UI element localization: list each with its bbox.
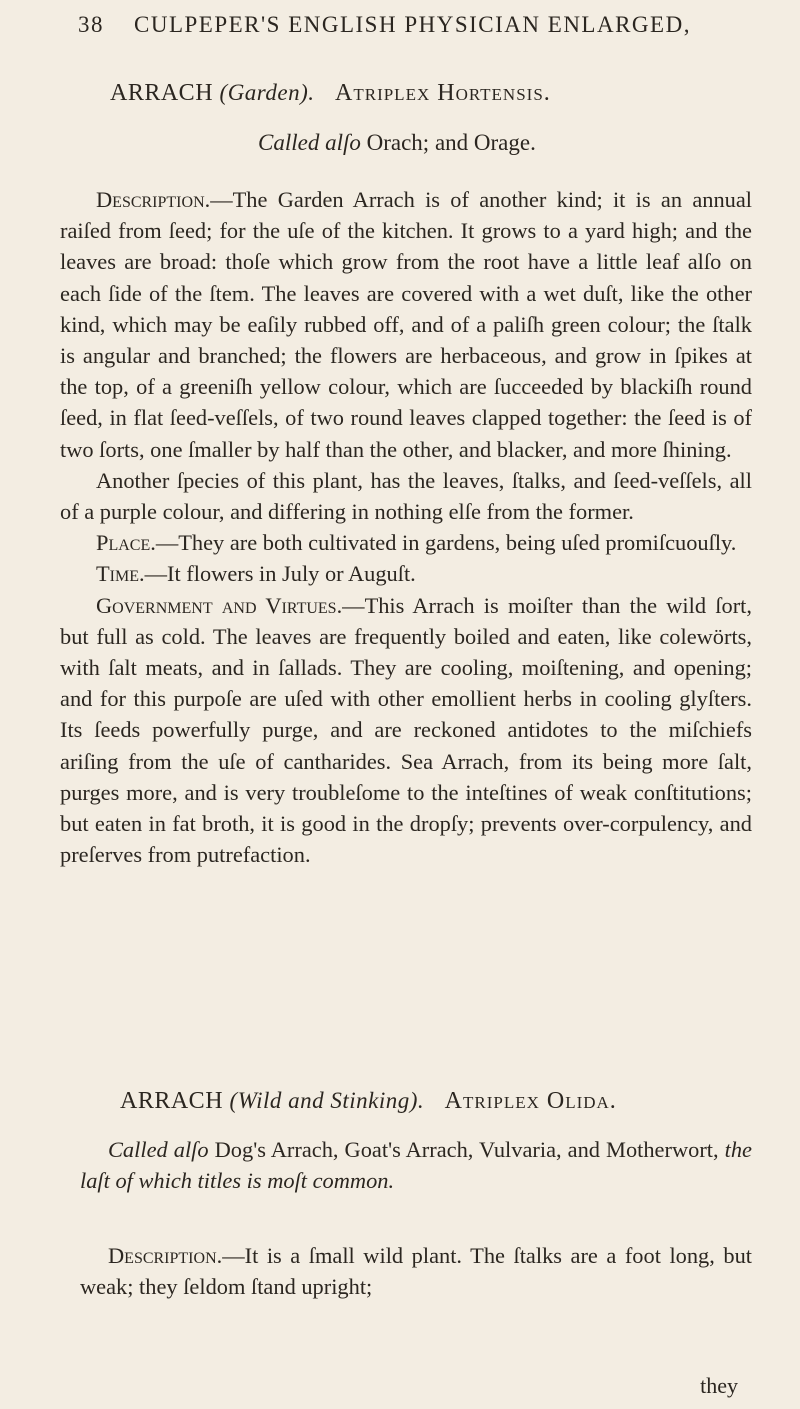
page-number: 38: [78, 12, 104, 37]
entry1-variety: (Garden).: [219, 80, 315, 105]
entry2-description: [80, 1240, 752, 1302]
entry1-place-label: Place.: [96, 530, 156, 556]
running-title: CULPEPER'S ENGLISH PHYSICIAN ENLARGED,: [134, 12, 691, 37]
entry1-time-label: Time.: [96, 561, 145, 587]
entry1-virtues-label: Government and Virtues.: [96, 592, 343, 618]
entry1-time: [60, 558, 752, 589]
entry2-called-suffix: the laſt of which titles is moſt common.: [80, 1137, 752, 1194]
entry1-species: [60, 465, 752, 527]
entry1-place-text: —They are both cultivated in gardens, being uſed promiſcuouſly.: [155, 530, 737, 556]
entry1-body: [60, 184, 752, 870]
entry1-name: ARRACH: [110, 80, 214, 106]
entry1-time-text: —It flowers in July or Auguſt.: [144, 561, 416, 587]
entry1-called-names: Orach; and Orage.: [360, 130, 536, 155]
entry1-description-text: —The Garden Arrach is of another kind; it is an annual raiſed from ſeed; for the uſe of the kitchen. It grows to a yard high; and the leaves are broad: thoſe which grow from the root have a little leaf alſo on each ſide of the ſtem. The leaves are covered with a wet duſt, like the other kind, which may be eaſily rubbed off, and of a paliſh green colour; the ſtalk is angular and branched; the flowers are herbaceous, and grow in ſpikes at the top, of a greeniſh yellow colour, which are ſucceeded by blackiſh round ſeed, in flat ſeed-veſſels, of two round leaves clapped together: the ſeed is of two ſorts, one ſmaller by half than the other, and blacker, and more ſhining.: [60, 187, 752, 462]
entry2-description-text: —It is a ſmall wild plant. The ſtalks are a foot long, but weak; they ſeldom ſtand upright;: [80, 1243, 752, 1300]
entry1-species-text: Another ſpecies of this plant, has the leaves, ſtalks, and ſeed-veſſels, all of a purple colour, and differing in nothing elſe from the former.: [60, 467, 752, 525]
entry2-description-label: Description.: [108, 1243, 223, 1268]
entry1-called-prefix: Called alſo: [258, 130, 361, 155]
entry2-variety: (Wild and Stinking).: [229, 1088, 425, 1113]
entry1-latin: Atriplex Hortensis.: [335, 80, 551, 106]
entry1-description: [60, 184, 752, 465]
entry1-place: [60, 527, 752, 558]
entry1-description-label: Description.: [96, 187, 211, 212]
running-header: [78, 12, 760, 38]
entry2-called: [80, 1134, 752, 1196]
catchword: they: [700, 1373, 738, 1398]
entry2-called-prefix: Called alſo: [108, 1137, 209, 1162]
entry1-virtues-text: —This Arrach is moiſter than the wild ſort, but full as cold. The leaves are frequently boiled and eaten, like colewörts, with ſalt meats, and in ſallads. They are cooling, moiſtening, and opening; and for this purpoſe are uſed with other emollient herbs in cooling glyſters. Its ſeeds powerfully purge, and are reckoned antidotes to the miſchiefs ariſing from the uſe of cantharides. Sea Arrach, from its being more ſalt, purges more, and is very troubleſome to the inteſtines of weak conſtitutions; but eaten in fat broth, it is good in the dropſy; prevents over-corpulency, and preſerves from putrefaction.: [60, 592, 752, 868]
entry2-called-names: Dog's Arrach, Goat's Arrach, Vulvaria, and Motherwort,: [208, 1137, 719, 1162]
entry2-body: [80, 1240, 752, 1302]
entry1-virtues: [60, 590, 752, 871]
entry2-title: [120, 1088, 760, 1115]
entry1-title: [110, 80, 760, 107]
entry2-called-para: [80, 1134, 752, 1196]
entry2-latin: Atriplex Olida.: [444, 1088, 617, 1114]
entry2-name: ARRACH: [120, 1088, 224, 1114]
entry1-called: [258, 130, 536, 156]
